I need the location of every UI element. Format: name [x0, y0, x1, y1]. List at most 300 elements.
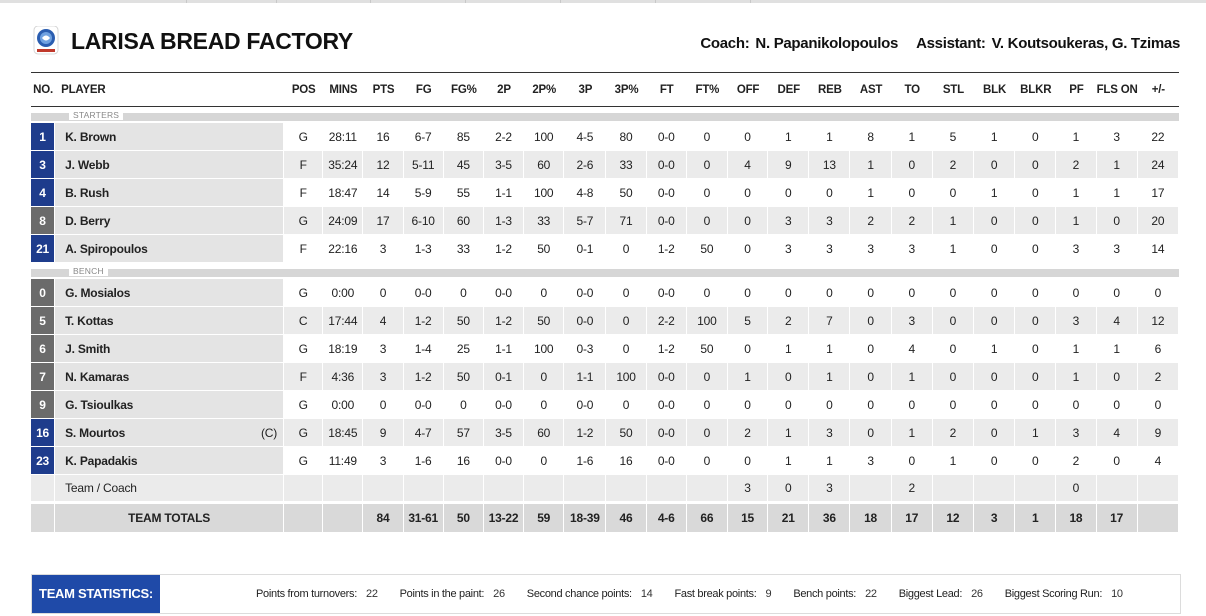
- stat-ft: 1-2: [647, 335, 687, 363]
- jersey-number: 9: [31, 391, 55, 419]
- stat-reb: 7: [809, 307, 850, 335]
- stat-2p-: 60: [524, 419, 564, 447]
- column-header-2p[interactable]: 2P: [484, 72, 524, 107]
- top-tab-strip: [0, 0, 1206, 3]
- player-name[interactable]: [55, 151, 284, 179]
- section-label: STARTERS: [69, 110, 123, 120]
- total-blk: 3: [974, 502, 1015, 533]
- player-name[interactable]: [55, 307, 284, 335]
- stat-pts: 17: [363, 207, 403, 235]
- stat-off: 0: [728, 179, 768, 207]
- team-stat-3p-: [606, 475, 646, 502]
- stat-2p-: 100: [524, 335, 564, 363]
- column-header-pos[interactable]: POS: [284, 72, 323, 107]
- total-pf: 18: [1056, 502, 1096, 533]
- total--: [1138, 502, 1179, 533]
- stat-ft: 0-0: [647, 419, 687, 447]
- total-ft-: 66: [687, 502, 728, 533]
- stat-ft-: 0: [687, 151, 728, 179]
- stat-off: 0: [728, 335, 768, 363]
- player-name[interactable]: [55, 179, 284, 207]
- stat-mins: 0:00: [323, 391, 363, 419]
- stat-stl: 0: [933, 391, 974, 419]
- stat-stl: 0: [933, 363, 974, 391]
- stat-off: 2: [728, 419, 768, 447]
- player-name[interactable]: [55, 235, 284, 263]
- stat-3p: 0-0: [564, 391, 606, 419]
- player-name[interactable]: [55, 391, 284, 419]
- assistant-label: Assistant:: [916, 35, 986, 52]
- team-stat-item: [899, 575, 983, 613]
- stat-2p-: 0: [524, 279, 564, 307]
- stat-def: 0: [768, 391, 809, 419]
- stat--: 22: [1138, 123, 1179, 151]
- column-header-off[interactable]: OFF: [728, 72, 768, 107]
- stat-fls-on: 1: [1097, 151, 1138, 179]
- player-row[interactable]: [31, 279, 1179, 307]
- player-name-label[interactable]: D. Berry: [65, 213, 111, 228]
- team-stat-value: 22: [865, 588, 877, 600]
- jersey-number: 16: [31, 419, 55, 447]
- player-row[interactable]: [31, 447, 1179, 475]
- team-stat-item: [1005, 575, 1123, 613]
- column-header-reb[interactable]: REB: [809, 72, 850, 107]
- stat-pts: 0: [363, 279, 403, 307]
- stat-2p: 0-0: [484, 279, 524, 307]
- stat-fls-on: 0: [1097, 391, 1138, 419]
- stat-reb: 0: [809, 279, 850, 307]
- stat-3p-: 0: [606, 235, 646, 263]
- stat-def: 9: [768, 151, 809, 179]
- team-stat-to: 2: [892, 475, 933, 502]
- section-row-starters: [31, 107, 1179, 123]
- stat-stl: 0: [933, 179, 974, 207]
- stat-pos: F: [284, 151, 323, 179]
- player-row[interactable]: [31, 123, 1179, 151]
- stat-ft: 1-2: [647, 235, 687, 263]
- stat-blk: 1: [974, 123, 1015, 151]
- stat-to: 3: [892, 235, 933, 263]
- column-header-fls-on[interactable]: FLS ON: [1097, 72, 1138, 107]
- stat-blkr: 0: [1015, 335, 1056, 363]
- team-statistics-items: [256, 575, 1145, 613]
- stat-pf: 3: [1056, 419, 1096, 447]
- stat-pts: 4: [363, 307, 403, 335]
- team-stat-fg-: [444, 475, 484, 502]
- player-name-label[interactable]: K. Brown: [65, 129, 117, 144]
- box-score-table: [31, 72, 1179, 533]
- stat-2p: 1-3: [484, 207, 524, 235]
- stat-ast: 3: [850, 235, 891, 263]
- stat-pf: 1: [1056, 123, 1096, 151]
- stat-pos: G: [284, 447, 323, 475]
- team-stat-item: [256, 575, 378, 613]
- team-stat-value: 26: [493, 588, 505, 600]
- stat-blk: 0: [974, 279, 1015, 307]
- total-2p-: 59: [524, 502, 564, 533]
- team-stat-fg: [404, 475, 444, 502]
- team-stat-2p: [484, 475, 524, 502]
- stat-2p-: 50: [524, 307, 564, 335]
- jersey-number: 6: [31, 335, 55, 363]
- stat-2p: 3-5: [484, 151, 524, 179]
- stat--: 4: [1138, 447, 1179, 475]
- jersey-number: 7: [31, 363, 55, 391]
- stat-3p-: 50: [606, 179, 646, 207]
- team-stat-label: Second chance points:: [526, 588, 632, 600]
- player-name[interactable]: [55, 419, 284, 447]
- total-fg: 31-61: [404, 502, 444, 533]
- stat-blkr: 0: [1015, 179, 1056, 207]
- stat-3p-: 0: [606, 391, 646, 419]
- stat-ft-: 0: [687, 123, 728, 151]
- player-name-label[interactable]: G. Tsioulkas: [65, 397, 134, 412]
- stat-fg: 6-7: [404, 123, 444, 151]
- stat-fg: 1-3: [404, 235, 444, 263]
- stat-blkr: 0: [1015, 123, 1056, 151]
- coach-name: N. Papanikolopoulos: [755, 35, 899, 52]
- stat-ft-: 100: [687, 307, 728, 335]
- column-header-pts[interactable]: PTS: [363, 72, 403, 107]
- team-stat-value: 9: [765, 588, 772, 600]
- total-3p: 18-39: [564, 502, 606, 533]
- team-stat-value: 14: [640, 588, 653, 600]
- stat-pos: G: [284, 335, 323, 363]
- stat-stl: 1: [933, 235, 974, 263]
- stat-ft-: 0: [687, 363, 728, 391]
- player-name-label[interactable]: S. Mourtos: [65, 425, 126, 440]
- team-coach-label: Team / Coach: [55, 475, 284, 502]
- player-row[interactable]: [31, 419, 1179, 447]
- stat-pts: 3: [363, 235, 403, 263]
- stat--: 0: [1138, 391, 1179, 419]
- stat-pts: 9: [363, 419, 403, 447]
- stat-off: 0: [728, 207, 768, 235]
- player-name-label[interactable]: B. Rush: [65, 185, 110, 200]
- stat-reb: 1: [809, 123, 850, 151]
- stat-fg-: 85: [444, 123, 484, 151]
- stat-to: 0: [892, 279, 933, 307]
- player-row[interactable]: [31, 363, 1179, 391]
- stat-def: 0: [768, 363, 809, 391]
- stat-3p-: 0: [606, 279, 646, 307]
- stat-off: 4: [728, 151, 768, 179]
- player-name-label[interactable]: T. Kottas: [65, 313, 114, 328]
- stat-fls-on: 0: [1097, 207, 1138, 235]
- column-header-no-[interactable]: NO.: [31, 72, 55, 107]
- total-stl: 12: [933, 502, 974, 533]
- total-fls-on: 17: [1097, 502, 1138, 533]
- stat-to: 0: [892, 151, 933, 179]
- player-name[interactable]: [55, 363, 284, 391]
- stat-pos: G: [284, 391, 323, 419]
- stat-ast: 3: [850, 447, 891, 475]
- team-stat-ft: [647, 475, 687, 502]
- stat-fg: 1-6: [404, 447, 444, 475]
- stat-ast: 0: [850, 391, 891, 419]
- stat-fls-on: 3: [1097, 235, 1138, 263]
- stat-pos: G: [284, 207, 323, 235]
- stat-off: 0: [728, 235, 768, 263]
- blank-cell: [284, 475, 323, 502]
- stat-blk: 1: [974, 179, 1015, 207]
- stat-fg-: 45: [444, 151, 484, 179]
- stat-blk: 0: [974, 151, 1015, 179]
- stat-3p-: 16: [606, 447, 646, 475]
- stat-3p: 1-1: [564, 363, 606, 391]
- stat-off: 0: [728, 447, 768, 475]
- team-stat-value: 22: [366, 588, 378, 600]
- team-stat-fls-on: [1097, 475, 1138, 502]
- player-row[interactable]: [31, 391, 1179, 419]
- stat-pf: 1: [1056, 207, 1096, 235]
- column-header-def[interactable]: DEF: [768, 72, 809, 107]
- stat-reb: 3: [809, 207, 850, 235]
- stat--: 6: [1138, 335, 1179, 363]
- stat-stl: 0: [933, 307, 974, 335]
- blank-cell: [31, 475, 55, 502]
- player-name[interactable]: [55, 123, 284, 151]
- player-name-label[interactable]: A. Spiropoulos: [65, 241, 148, 256]
- stat-reb: 3: [809, 419, 850, 447]
- column-header-3p[interactable]: 3P: [564, 72, 606, 107]
- total-3p-: 46: [606, 502, 646, 533]
- stat-3p: 5-7: [564, 207, 606, 235]
- column-header-mins[interactable]: MINS: [323, 72, 363, 107]
- stat-3p: 0-0: [564, 279, 606, 307]
- team-stat-item: [400, 575, 505, 613]
- stat-blkr: 0: [1015, 363, 1056, 391]
- stat-stl: 1: [933, 447, 974, 475]
- stat-stl: 0: [933, 335, 974, 363]
- stat-2p: 0-0: [484, 447, 524, 475]
- player-name[interactable]: [55, 335, 284, 363]
- team-stat-pf: 0: [1056, 475, 1096, 502]
- column-header-3p-[interactable]: 3P%: [606, 72, 646, 107]
- stat-3p-: 33: [606, 151, 646, 179]
- column-header-blkr[interactable]: BLKR: [1015, 72, 1056, 107]
- stat-mins: 0:00: [323, 279, 363, 307]
- team-stat-ft-: [687, 475, 728, 502]
- total-blkr: 1: [1015, 502, 1056, 533]
- stat--: 24: [1138, 151, 1179, 179]
- stat-def: 1: [768, 447, 809, 475]
- player-name-label[interactable]: J. Webb: [65, 157, 110, 172]
- stat-fg: 0-0: [404, 279, 444, 307]
- stat-pf: 0: [1056, 391, 1096, 419]
- stat-pts: 12: [363, 151, 403, 179]
- stat-fg: 0-0: [404, 391, 444, 419]
- stat-to: 0: [892, 179, 933, 207]
- stat-def: 0: [768, 279, 809, 307]
- team-stat-value: 10: [1111, 588, 1123, 600]
- stat-off: 0: [728, 279, 768, 307]
- stat-mins: 17:44: [323, 307, 363, 335]
- blank-cell: [31, 502, 55, 533]
- stat-ft: 0-0: [647, 151, 687, 179]
- stat-2p: 3-5: [484, 419, 524, 447]
- stat-pf: 1: [1056, 363, 1096, 391]
- column-header-blk[interactable]: BLK: [974, 72, 1015, 107]
- stat-pos: G: [284, 279, 323, 307]
- stat-2p-: 0: [524, 447, 564, 475]
- stat-pf: 1: [1056, 179, 1096, 207]
- team-coach-row: [31, 475, 1179, 502]
- player-row[interactable]: [31, 207, 1179, 235]
- stat-reb: 0: [809, 179, 850, 207]
- player-name[interactable]: [55, 207, 284, 235]
- column-header-to[interactable]: TO: [892, 72, 933, 107]
- stat-fg-: 55: [444, 179, 484, 207]
- coach-label: Coach:: [700, 35, 750, 52]
- stat-mins: 35:24: [323, 151, 363, 179]
- column-header-ast[interactable]: AST: [850, 72, 891, 107]
- stat-to: 0: [892, 447, 933, 475]
- stat-fg-: 60: [444, 207, 484, 235]
- player-row[interactable]: [31, 235, 1179, 263]
- total-def: 21: [768, 502, 809, 533]
- stat-pts: 3: [363, 447, 403, 475]
- stat-fg-: 0: [444, 279, 484, 307]
- stat-pts: 3: [363, 363, 403, 391]
- stat--: 20: [1138, 207, 1179, 235]
- team-statistics-bar: [31, 574, 1181, 614]
- stat-to: 4: [892, 335, 933, 363]
- stat-fls-on: 0: [1097, 447, 1138, 475]
- stat-2p-: 0: [524, 363, 564, 391]
- stat-3p-: 0: [606, 335, 646, 363]
- column-header-2p-[interactable]: 2P%: [524, 72, 564, 107]
- stat-stl: 1: [933, 207, 974, 235]
- stat--: 12: [1138, 307, 1179, 335]
- coaching-staff: [700, 35, 1180, 52]
- stat-2p-: 0: [524, 391, 564, 419]
- stat--: 2: [1138, 363, 1179, 391]
- team-stat-item: [674, 575, 771, 613]
- player-name-label[interactable]: K. Papadakis: [65, 453, 138, 468]
- team-stat-off: 3: [728, 475, 768, 502]
- column-header-player[interactable]: PLAYER: [55, 72, 284, 107]
- column-header-ft-[interactable]: FT%: [687, 72, 728, 107]
- stat-to: 2: [892, 207, 933, 235]
- stat-fg-: 25: [444, 335, 484, 363]
- stat--: 17: [1138, 179, 1179, 207]
- stat-pos: G: [284, 419, 323, 447]
- column-header-pf[interactable]: PF: [1056, 72, 1096, 107]
- stat-pf: 2: [1056, 447, 1096, 475]
- blank-cell: [284, 502, 323, 533]
- team-stat-label: Biggest Lead:: [898, 588, 963, 600]
- stat-fg-: 0: [444, 391, 484, 419]
- jersey-number: 5: [31, 307, 55, 335]
- stat-ft: 0-0: [647, 363, 687, 391]
- stat-reb: 0: [809, 391, 850, 419]
- stat-pos: F: [284, 235, 323, 263]
- stat-blkr: 0: [1015, 447, 1056, 475]
- team-totals-row: [31, 502, 1179, 533]
- stat-fg-: 50: [444, 307, 484, 335]
- player-row[interactable]: [31, 307, 1179, 335]
- column-header-stl[interactable]: STL: [933, 72, 974, 107]
- section-divider: [31, 109, 1179, 121]
- total-reb: 36: [809, 502, 850, 533]
- team-stat-3p: [564, 475, 606, 502]
- stat-blk: 1: [974, 335, 1015, 363]
- stat-fls-on: 3: [1097, 123, 1138, 151]
- player-row[interactable]: [31, 151, 1179, 179]
- column-header-fg-[interactable]: FG%: [444, 72, 484, 107]
- player-name-label[interactable]: G. Mosialos: [65, 285, 131, 300]
- stat-fls-on: 1: [1097, 179, 1138, 207]
- player-name[interactable]: [55, 447, 284, 475]
- stat-pts: 3: [363, 335, 403, 363]
- column-header-fg[interactable]: FG: [404, 72, 444, 107]
- stat-stl: 2: [933, 419, 974, 447]
- jersey-number: 8: [31, 207, 55, 235]
- stat-blkr: 0: [1015, 307, 1056, 335]
- stat-2p: 1-2: [484, 307, 524, 335]
- stat-ast: 8: [850, 123, 891, 151]
- stat-def: 3: [768, 235, 809, 263]
- stat-mins: 18:19: [323, 335, 363, 363]
- total-off: 15: [728, 502, 768, 533]
- stat-reb: 1: [809, 335, 850, 363]
- section-cell: [31, 107, 1179, 123]
- stat-3p-: 71: [606, 207, 646, 235]
- team-stat-label: Fast break points:: [674, 588, 757, 600]
- stat-to: 1: [892, 419, 933, 447]
- stat-mins: 28:11: [323, 123, 363, 151]
- jersey-number: 3: [31, 151, 55, 179]
- player-name-label[interactable]: N. Kamaras: [65, 369, 130, 384]
- team-logo-icon: [32, 26, 60, 56]
- stat-2p: 0-0: [484, 391, 524, 419]
- stat-blk: 0: [974, 363, 1015, 391]
- player-row[interactable]: [31, 335, 1179, 363]
- stat-stl: 0: [933, 279, 974, 307]
- stat-ft: 2-2: [647, 307, 687, 335]
- stat-blkr: 0: [1015, 207, 1056, 235]
- team-statistics-label: TEAM STATISTICS:: [32, 575, 160, 613]
- stat-ast: 0: [850, 419, 891, 447]
- stat-fg-: 33: [444, 235, 484, 263]
- column-header-ft[interactable]: FT: [647, 72, 687, 107]
- stat-fg-: 50: [444, 363, 484, 391]
- jersey-number: 1: [31, 123, 55, 151]
- stat-mins: 18:47: [323, 179, 363, 207]
- column-header--[interactable]: +/-: [1138, 72, 1179, 107]
- player-row[interactable]: [31, 179, 1179, 207]
- player-name-label[interactable]: J. Smith: [65, 341, 111, 356]
- total-pts: 84: [363, 502, 403, 533]
- stat-3p: 1-6: [564, 447, 606, 475]
- stat-fls-on: 1: [1097, 335, 1138, 363]
- stat-2p: 1-1: [484, 179, 524, 207]
- stat-pts: 0: [363, 391, 403, 419]
- stat-fg: 4-7: [404, 419, 444, 447]
- stat-fls-on: 0: [1097, 363, 1138, 391]
- stat-off: 0: [728, 391, 768, 419]
- stat-def: 2: [768, 307, 809, 335]
- total-ast: 18: [850, 502, 891, 533]
- stat-3p: 0-3: [564, 335, 606, 363]
- stat-ast: 0: [850, 335, 891, 363]
- captain-badge: (C): [261, 425, 278, 440]
- stat-ft: 0-0: [647, 447, 687, 475]
- stat-ft-: 0: [687, 179, 728, 207]
- stat-ft-: 0: [687, 419, 728, 447]
- player-name[interactable]: [55, 279, 284, 307]
